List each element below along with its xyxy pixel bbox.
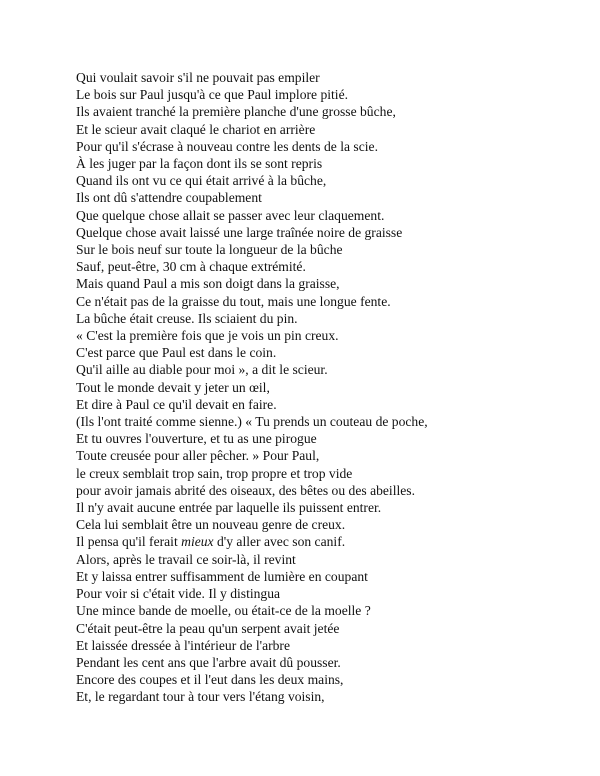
poem-line: Ils ont dû s'attendre coupablement [76,190,262,206]
poem-line: Tout le monde devait y jeter un œil, [76,379,270,395]
poem-line: Encore des coupes et il l'eut dans les deux mains, [76,672,344,688]
poem-line: Une mince bande de moelle, ou était-ce de la moelle ? [76,603,371,619]
poem-line: Sauf, peut-être, 30 cm à chaque extrémité. [76,259,306,275]
poem-line: Qui voulait savoir s'il ne pouvait pas empiler [76,70,320,85]
poem-line: « C'est la première fois que je vois un pin creux. [76,328,339,344]
poem-line: Que quelque chose allait se passer avec leur claquement. [76,207,385,223]
poem-line: Ils avaient tranché la première planche d'une grosse bûche, [76,104,396,120]
poem-line: La bûche était creuse. Ils sciaient du pin. [76,310,298,326]
poem-line-with-emphasis [76,533,576,550]
poem-line: Pour voir si c'était vide. Il y distingua [76,586,281,602]
poem-line: Le bois sur Paul jusqu'à ce que Paul implore pitié. [76,87,349,103]
poem-line: Pendant les cent ans que l'arbre avait dû pousser. [76,654,341,670]
poem-line: Toute creusée pour aller pêcher. » Pour Paul, [76,448,320,464]
poem-line: Et tu ouvres l'ouverture, et tu as une pirogue [76,431,317,447]
poem-line: Cela lui semblait être un nouveau genre de creux. [76,517,346,533]
poem-line: Quand ils ont vu ce qui était arrivé à la bûche, [76,173,327,189]
poem-line: Pour qu'il s'écrase à nouveau contre les dents de la scie. [76,138,378,154]
poem-line: Et laissée dressée à l'intérieur de l'arbre [76,637,290,653]
poem-line: Quelque chose avait laissé une large traînée noire de graisse [76,224,403,240]
emphasized-word: mieux [181,534,214,550]
line-end: d'y aller avec son canif. [213,534,346,550]
line-start: Il pensa qu'il ferait [76,534,182,550]
poem-line: Et dire à Paul ce qu'il devait en faire. [76,396,277,412]
poem-line: À les juger par la façon dont ils se sont repris [76,156,323,172]
poem-line: le creux semblait trop sain, trop propre et trop vide [76,465,353,481]
poem-text [76,69,576,706]
poem-line: Alors, après le travail ce soir-là, il revint [76,551,296,567]
poem-line: Ce n'était pas de la graisse du tout, mais une longue fente. [76,293,391,309]
poem-line: Il n'y avait aucune entrée par laquelle ils puissent entrer. [76,500,382,516]
poem-line: pour avoir jamais abrité des oiseaux, des bêtes ou des abeilles. [76,482,415,498]
poem-line: (Ils l'ont traité comme sienne.) « Tu prends un couteau de poche, [76,414,428,430]
poem-line: C'est parce que Paul est dans le coin. [76,345,277,361]
poem-line: Et le scieur avait claqué le chariot en arrière [76,121,316,137]
poem-line: Et y laissa entrer suffisamment de lumière en coupant [76,568,368,584]
poem-line: Et, le regardant tour à tour vers l'étang voisin, [76,689,325,705]
poem-line: Mais quand Paul a mis son doigt dans la graisse, [76,276,340,292]
poem-line: Sur le bois neuf sur toute la longueur de la bûche [76,242,343,258]
poem-line: C'était peut-être la peau qu'un serpent avait jetée [76,620,340,636]
poem-line: Qu'il aille au diable pour moi », a dit le scieur. [76,362,328,378]
